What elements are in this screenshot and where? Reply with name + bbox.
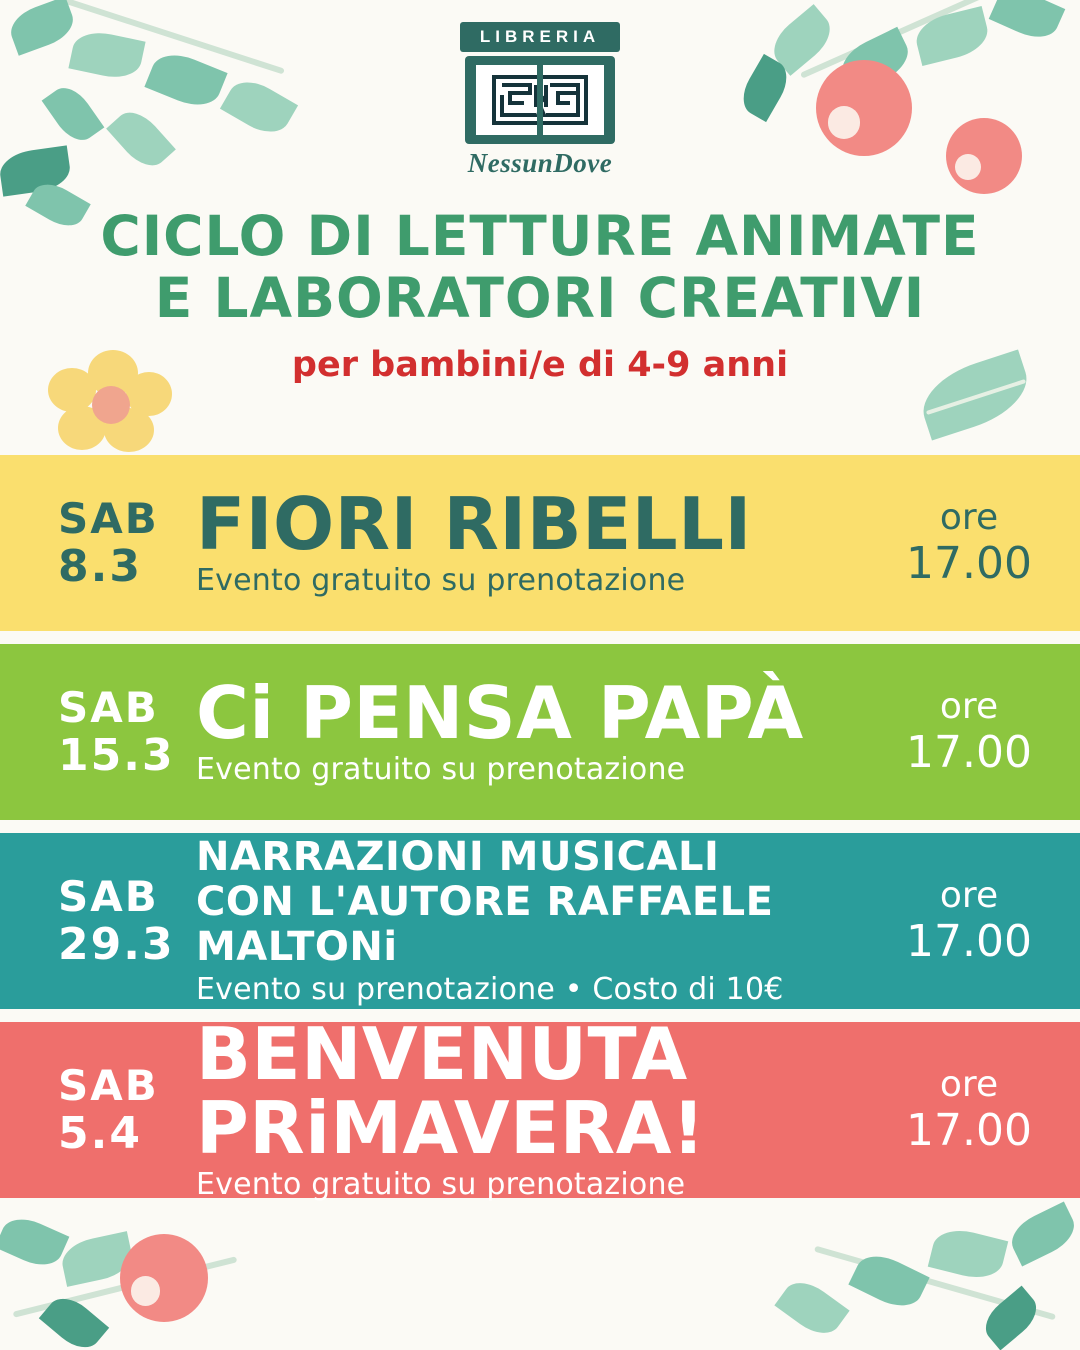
event-date (58, 684, 186, 780)
poster-heading (0, 205, 1080, 385)
event-time (894, 498, 1044, 588)
event-title: BENVENUTA PRiMAVERA! (196, 1012, 706, 1170)
event-time (894, 876, 1044, 966)
book-maze-icon (465, 56, 615, 144)
berry-icon (816, 60, 912, 156)
events-list (0, 455, 1080, 1211)
page-subtitle: per bambini/e di 4-9 anni (291, 345, 789, 385)
event-time-value: 17.00 (906, 1104, 1032, 1156)
event-title: Ci PENSA PAPÀ (196, 670, 804, 755)
event-date (58, 873, 186, 969)
event-row (0, 644, 1080, 820)
logo-wordmark: NessunDove (467, 148, 613, 178)
event-time-value: 17.00 (906, 537, 1032, 589)
event-time-value: 17.00 (906, 726, 1032, 778)
event-time-label: ore (939, 1064, 999, 1106)
event-row (0, 833, 1080, 1009)
event-details (186, 1012, 894, 1202)
event-title-line-1: NARRAZIONI MUSICALI (196, 834, 720, 881)
event-details (186, 670, 894, 788)
event-daymonth: 5.4 (58, 1108, 142, 1159)
page-title-line-2: E LABORATORI CREATIVI (154, 266, 926, 330)
event-details (186, 835, 894, 1006)
event-weekday: SAB (58, 494, 159, 543)
event-time-label: ore (939, 686, 999, 728)
event-daymonth: 29.3 (58, 919, 175, 970)
event-weekday: SAB (58, 1061, 159, 1110)
decoration-bottom-left (0, 1190, 360, 1350)
event-row (0, 1012, 1080, 1202)
event-note: Evento gratuito su prenotazione (196, 563, 686, 599)
event-note: Evento su prenotazione • Costo di 10€ (196, 971, 784, 1007)
event-row (0, 455, 1080, 631)
berry-icon (946, 118, 1022, 194)
event-daymonth: 8.3 (58, 541, 142, 592)
logo-badge-text: LIBRERIA (460, 22, 620, 52)
event-date (58, 1062, 186, 1158)
event-time (894, 687, 1044, 777)
event-title-line-2: CON L'AUTORE RAFFAELE MALTONi (196, 879, 774, 970)
event-details (186, 481, 894, 599)
event-note: Evento gratuito su prenotazione (196, 1166, 686, 1202)
event-weekday: SAB (58, 683, 159, 732)
berry-icon (120, 1234, 208, 1322)
event-time-label: ore (939, 497, 999, 539)
event-time (894, 1065, 1044, 1155)
event-title: FIORI RIBELLI (196, 481, 752, 566)
event-time-label: ore (939, 875, 999, 917)
event-time-value: 17.00 (906, 915, 1032, 967)
page-title-line-1: CICLO DI LETTURE ANIMATE (100, 204, 980, 268)
event-weekday: SAB (58, 872, 159, 921)
event-daymonth: 15.3 (58, 730, 175, 781)
event-date (58, 495, 186, 591)
event-note: Evento gratuito su prenotazione (196, 752, 686, 788)
brand-logo (430, 22, 650, 179)
